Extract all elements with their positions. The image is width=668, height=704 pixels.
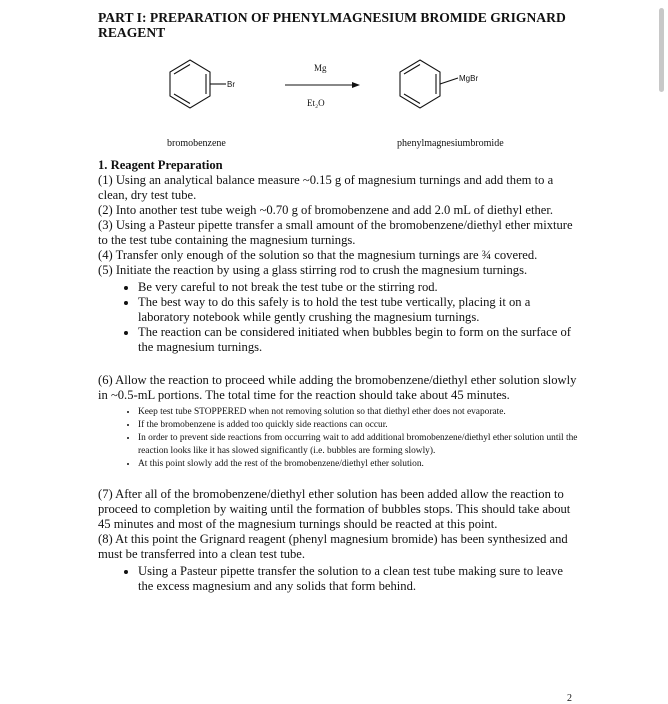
list-item: • Keep test tube STOPPERED when not removing solution so that diethyl ether does not evaporate. (138, 406, 578, 419)
step-2: (2) Into another test tube weigh ~0.70 g of bromobenzene and add 2.0 mL of diethyl ether. (98, 203, 554, 217)
bromobenzene-structure (170, 60, 226, 108)
page-title: PART I: PREPARATION OF PHENYLMAGNESIUM BROMIDE GRIGNARD REAGENT (98, 10, 566, 40)
phenylmagnesiumbromide-label: phenylmagnesiumbromide (397, 138, 504, 149)
step-6: (6) Allow the reaction to proceed while adding the bromobenzene/diethyl ether solution slowly in ~0.5-mL portions. The total time for the reaction should take about 45 minutes. (98, 373, 577, 402)
list-item: • The reaction can be considered initiated when bubbles begin to form on the surface of the magnesium turnings. (138, 325, 578, 355)
right-substituent-label: MgBr (459, 74, 479, 83)
step-8-bullets (98, 564, 578, 594)
procedure-content (98, 158, 578, 594)
reaction-scheme-drawing (140, 56, 560, 116)
list-item: • Using a Pasteur pipette transfer the solution to a clean test tube making sure to leave the excess magnesium and any solids that form behind. (138, 564, 578, 594)
step-6-bullets (98, 406, 578, 471)
reaction-scheme (140, 56, 560, 116)
bromobenzene-label: bromobenzene (167, 138, 226, 149)
section-heading: 1. Reagent Preparation (98, 158, 223, 172)
step-7: (7) After all of the bromobenzene/diethyl ether solution has been added allow the reaction to proceed to completion by waiting until the formation of bubbles stops. This should take about 45 minutes and most of the magnesium turnings should be reacted at this point. (98, 487, 571, 531)
phenylmagnesium-bromide-structure (400, 60, 458, 108)
step-3: (3) Using a Pasteur pipette transfer a small amount of the bromobenzene/diethyl ether mixture to the test tube containing the magnesium turnings. (98, 218, 573, 247)
list-item: • Be very careful to not break the test tube or the stirring rod. (138, 280, 578, 295)
list-item: • In order to prevent side reactions from occurring wait to add additional bromobenzene/diethyl ether solution until the reaction looks like it has slowed significantly (i.e. bubbles are forming slowly). (138, 432, 578, 458)
scrollbar-thumb[interactable] (659, 8, 664, 92)
solvent-label: Et₂O (307, 98, 325, 108)
step-4: (4) Transfer only enough of the solution so that the magnesium turnings are ¾ covered. (98, 248, 538, 262)
step-5: (5) Initiate the reaction by using a glass stirring rod to crush the magnesium turnings. (98, 263, 528, 277)
left-substituent-label: Br (227, 80, 235, 89)
list-item: • The best way to do this safely is to hold the test tube vertically, placing it on a laboratory notebook while gently crushing the magnesium turnings. (138, 295, 578, 325)
list-item: • If the bromobenzene is added too quickly side reactions can occur. (138, 419, 578, 432)
step-5-bullets (98, 280, 578, 355)
list-item: • At this point slowly add the rest of the bromobenzene/diethyl ether solution. (138, 458, 578, 471)
page-number: 2 (567, 693, 572, 704)
step-8: (8) At this point the Grignard reagent (phenyl magnesium bromide) has been synthesized and must be transferred into a clean test tube. (98, 532, 568, 561)
reagent-label: Mg (314, 63, 327, 73)
reaction-arrow (285, 82, 360, 88)
step-1: (1) Using an analytical balance measure ~0.15 g of magnesium turnings and add them to a clean, dry test tube. (98, 173, 554, 202)
